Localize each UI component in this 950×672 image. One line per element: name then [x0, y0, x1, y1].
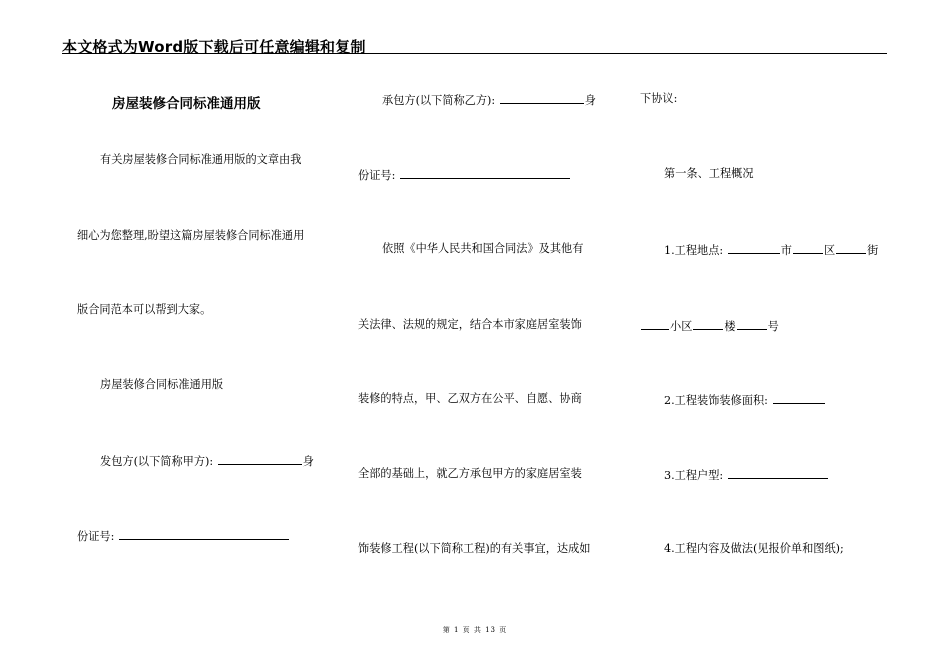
- item-location-label: 1.工程地点:: [664, 244, 727, 257]
- city-label: 市: [780, 244, 792, 257]
- community-label: 小区: [670, 320, 693, 333]
- party-b-suffix: 身: [584, 94, 596, 107]
- body-line-6: 下协议:: [640, 92, 678, 105]
- section-heading: 第一条、工程概况: [664, 167, 754, 180]
- party-b-id-blank: [400, 167, 570, 179]
- intro-line-2: 细心为您整理,盼望这篇房屋装修合同标准通用: [77, 229, 305, 242]
- community-blank: [641, 318, 669, 330]
- party-a-id-line: [77, 528, 290, 544]
- body-line-2: 关法律、法规的规定，结合本市家庭居室装饰: [358, 318, 582, 331]
- body-line-3: 装修的特点，甲、乙双方在公平、自愿、协商: [358, 392, 582, 405]
- party-b-line: [382, 92, 596, 108]
- contract-subtitle: 房屋装修合同标准通用版: [100, 378, 224, 391]
- party-a-id-label: 份证号:: [77, 530, 118, 543]
- item-area-line: [664, 392, 826, 408]
- building-blank: [693, 318, 723, 330]
- party-b-id-line: [358, 167, 571, 183]
- page-number: 第 1 页 共 13 页: [442, 626, 508, 634]
- street-blank: [836, 242, 866, 254]
- body-line-5: 饰装修工程(以下简称工程)的有关事宜，达成如: [358, 542, 591, 555]
- party-b-label: 承包方(以下简称乙方):: [382, 94, 499, 107]
- party-a-id-blank: [119, 528, 289, 540]
- item-location-line-2: [640, 318, 779, 334]
- item-area-label: 2.工程装饰装修面积:: [664, 394, 772, 407]
- street-label: 街: [867, 244, 879, 257]
- document-title: 房屋装修合同标准通用版: [112, 96, 261, 112]
- party-a-label: 发包方(以下简称甲方):: [100, 455, 217, 468]
- body-line-4: 全部的基础上，就乙方承包甲方的家庭居室装: [358, 467, 582, 480]
- party-b-id-label: 份证号:: [358, 169, 399, 182]
- header-divider: [62, 53, 887, 54]
- document-header: 本文格式为Word版下载后可任意编辑和复制: [62, 38, 366, 56]
- party-a-blank: [218, 453, 302, 465]
- item-content-line: 4.工程内容及做法(见报价单和图纸);: [664, 542, 844, 555]
- building-label: 楼: [724, 320, 736, 333]
- area-blank: [773, 392, 825, 404]
- layout-blank: [728, 467, 828, 479]
- item-location-line: [664, 242, 878, 258]
- body-line-1: 依照《中华人民共和国合同法》及其他有: [382, 242, 584, 255]
- party-a-line: [100, 453, 314, 469]
- party-a-suffix: 身: [302, 455, 314, 468]
- party-b-blank: [500, 92, 584, 104]
- district-label: 区: [823, 244, 836, 257]
- district-blank: [793, 242, 823, 254]
- item-layout-label: 3.工程户型:: [664, 469, 727, 482]
- city-blank: [728, 242, 780, 254]
- item-layout-line: [664, 467, 829, 483]
- intro-line-3: 版合同范本可以帮到大家。: [77, 303, 212, 316]
- intro-line-1: 有关房屋装修合同标准通用版的文章由我: [100, 153, 302, 166]
- number-label: 号: [767, 320, 779, 333]
- number-blank: [737, 318, 767, 330]
